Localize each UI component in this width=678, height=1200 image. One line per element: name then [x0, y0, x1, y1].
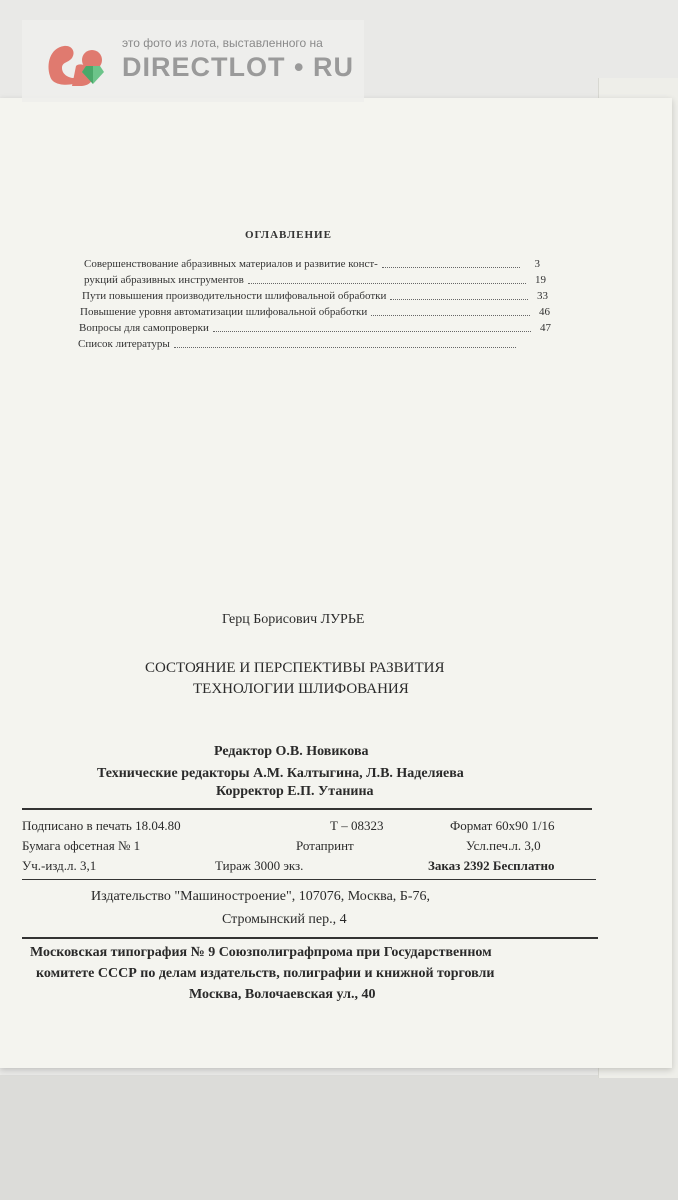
divider-bottom — [22, 937, 598, 939]
publisher-line-2: Стромынский пер., 4 — [222, 912, 347, 927]
toc-item — [84, 258, 540, 271]
imprint-format: Формат 60х90 1/16 — [450, 818, 555, 833]
toc-item-page: 33 — [537, 290, 548, 302]
toc-leader — [213, 331, 531, 332]
imprint-order: Заказ 2392 Бесплатно — [428, 858, 555, 873]
toc-leader — [390, 299, 528, 300]
toc-item-page: 47 — [540, 322, 551, 334]
author-name: Герц Борисович ЛУРЬЕ — [222, 612, 365, 627]
divider-middle — [22, 879, 596, 880]
corrector-credit: Корректор Е.П. Утанина — [216, 784, 374, 799]
toc-item — [78, 338, 536, 351]
toc-leader — [248, 283, 526, 284]
tech-editors-credit: Технические редакторы А.М. Калтыгина, Л.В. Наделяева — [97, 766, 464, 781]
toc-item — [84, 274, 546, 287]
toc-item-text: Пути повышения производительности шлифовальной обработки — [82, 290, 387, 302]
imprint-print-sheets: Усл.печ.л. 3,0 — [466, 838, 541, 853]
imprint-paper: Бумага офсетная № 1 — [22, 838, 141, 853]
printer-line-3: Москва, Волочаевская ул., 40 — [189, 987, 376, 1002]
publisher-line-1: Издательство "Машиностроение", 107076, Москва, Б-76, — [91, 889, 431, 904]
toc-item-text: Список литературы — [78, 338, 170, 350]
printer-line-1: Московская типография № 9 Союзполиграфпрома при Государственном — [30, 945, 492, 960]
imprint-code: Т – 08323 — [330, 818, 384, 833]
editor-credit: Редактор О.В. Новикова — [214, 744, 369, 759]
imprint-signed: Подписано в печать 18.04.80 — [22, 818, 181, 833]
toc-item-text: Повышение уровня автоматизации шлифовальной обработки — [80, 306, 368, 318]
toc-item-page: 3 — [534, 258, 540, 270]
toc-item — [80, 306, 550, 319]
watermark-tagline: это фото из лота, выставленного на — [122, 36, 323, 50]
toc-item-text: Совершенствование абразивных материалов и развитие конст- — [84, 258, 378, 270]
toc-leader — [371, 315, 530, 316]
toc-item — [79, 322, 551, 335]
toc-item — [82, 290, 548, 303]
watermark-banner — [22, 20, 364, 102]
toc-title: ОГЛАВЛЕНИЕ — [245, 229, 332, 241]
imprint-pub-sheets: Уч.-изд.л. 3,1 — [22, 858, 97, 873]
book-title-line-2: ТЕХНОЛОГИИ ШЛИФОВАНИЯ — [193, 681, 409, 697]
divider-top — [22, 808, 592, 810]
table-surface — [0, 1075, 678, 1200]
toc-leader — [382, 267, 520, 268]
book-title-line-1: СОСТОЯНИЕ И ПЕРСПЕКТИВЫ РАЗВИТИЯ — [145, 660, 445, 676]
toc-item-text: Вопросы для самопроверки — [79, 322, 209, 334]
toc-item-page: 19 — [535, 274, 546, 286]
printer-line-2: комитете СССР по делам издательств, полиграфии и книжной торговли — [36, 966, 495, 981]
squirrel-logo-icon — [42, 36, 114, 92]
toc-leader — [174, 347, 516, 348]
imprint-circulation: Тираж 3000 экз. — [215, 858, 304, 873]
watermark-brand: DIRECTLOT • RU — [122, 52, 354, 82]
toc-item-page: 46 — [539, 306, 550, 318]
toc-item-text: рукций абразивных инструментов — [84, 274, 244, 286]
imprint-printing: Ротапринт — [296, 838, 354, 853]
